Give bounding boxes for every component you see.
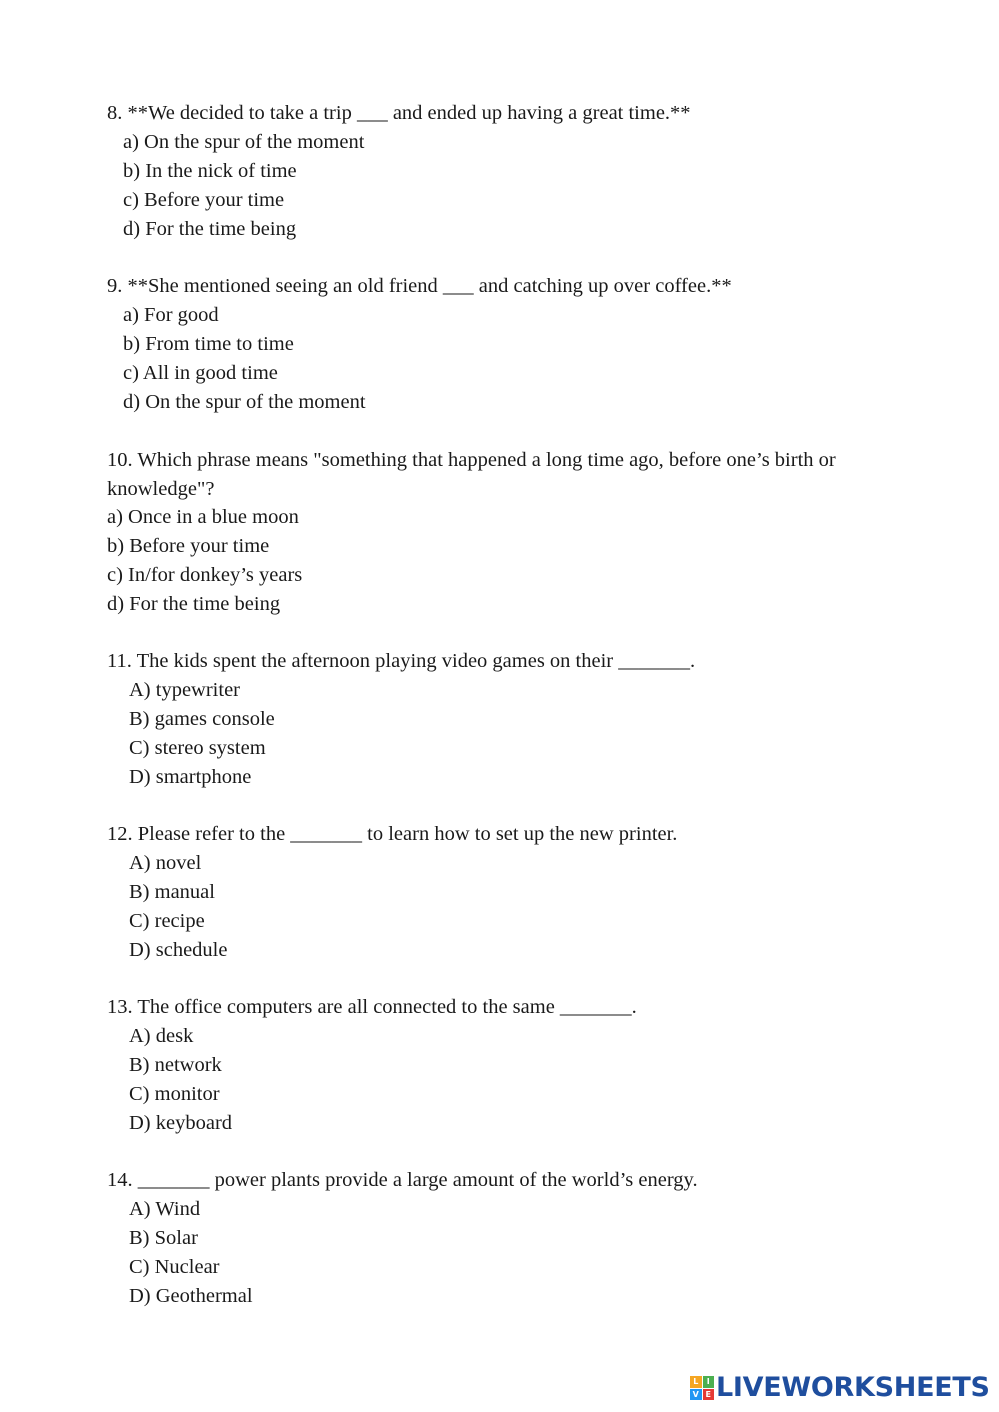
- answer-option: c) In/for donkey’s years: [107, 564, 303, 586]
- answer-option: B) Solar: [129, 1227, 198, 1249]
- answer-option: B) manual: [129, 881, 215, 903]
- answer-option: b) Before your time: [107, 535, 270, 557]
- logo-mark-letter: V: [690, 1389, 702, 1401]
- answer-option: C) monitor: [129, 1083, 220, 1105]
- question-stem: 11. The kids spent the afternoon playing video games on their _______.: [107, 650, 696, 672]
- answer-option: d) For the time being: [107, 593, 281, 615]
- logo-mark-letter: E: [703, 1389, 715, 1401]
- answer-option: a) On the spur of the moment: [123, 131, 365, 153]
- answer-option: B) network: [129, 1054, 222, 1076]
- answer-option: A) Wind: [129, 1198, 201, 1220]
- question-stem: 9. **She mentioned seeing an old friend ___ and catching up over coffee.**: [107, 275, 732, 297]
- answer-option: D) keyboard: [129, 1112, 233, 1134]
- answer-option: a) For good: [123, 304, 219, 326]
- answer-option: B) games console: [129, 708, 275, 730]
- answer-option: D) smartphone: [129, 766, 252, 788]
- question-stem: 8. **We decided to take a trip ___ and ended up having a great time.**: [107, 102, 691, 124]
- logo-mark-letter: L: [690, 1376, 702, 1388]
- logo-wordmark: LIVEWORKSHEETS: [716, 1372, 990, 1403]
- question-stem: 14. _______ power plants provide a large amount of the world’s energy.: [107, 1169, 698, 1191]
- answer-option: b) From time to time: [123, 333, 294, 355]
- answer-option: A) novel: [129, 852, 202, 874]
- question-stem: 12. Please refer to the _______ to learn how to set up the new printer.: [107, 823, 678, 845]
- answer-option: C) recipe: [129, 910, 205, 932]
- answer-option: c) Before your time: [123, 189, 285, 211]
- answer-option: C) Nuclear: [129, 1256, 220, 1278]
- question-stem: 10. Which phrase means "something that happened a long time ago, before one’s birth or: [107, 449, 836, 471]
- question-stem: 13. The office computers are all connected to the same _______.: [107, 996, 637, 1018]
- answer-option: a) Once in a blue moon: [107, 506, 299, 528]
- answer-option: A) typewriter: [129, 679, 240, 701]
- answer-option: A) desk: [129, 1025, 194, 1047]
- answer-option: c) All in good time: [123, 362, 278, 384]
- answer-option: C) stereo system: [129, 737, 266, 759]
- answer-option: b) In the nick of time: [123, 160, 297, 182]
- logo-mark-letter: I: [703, 1376, 715, 1388]
- answer-option: d) For the time being: [123, 218, 297, 240]
- liveworksheets-logo-icon: [690, 1376, 714, 1400]
- answer-option: D) schedule: [129, 939, 228, 961]
- question-stem-continued: knowledge"?: [107, 478, 215, 500]
- answer-option: D) Geothermal: [129, 1285, 253, 1307]
- liveworksheets-logo[interactable]: [690, 1373, 990, 1403]
- answer-option: d) On the spur of the moment: [123, 391, 366, 413]
